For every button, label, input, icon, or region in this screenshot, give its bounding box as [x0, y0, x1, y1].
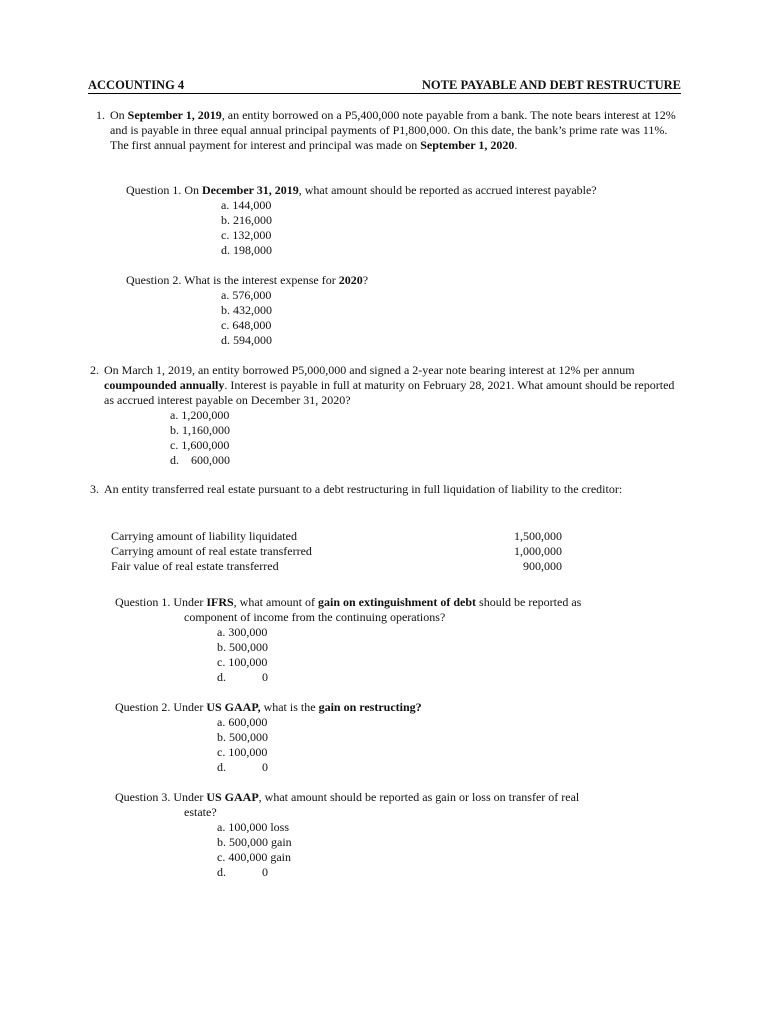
choice-c: c. 648,000 [221, 318, 272, 332]
problem-3-question-2: Question 2. Under US GAAP, what is the gain on restructing? [115, 700, 422, 714]
problem-3-question-3-continued: estate? [184, 805, 217, 819]
page-header [88, 78, 681, 94]
choice-d: d. 0 [217, 865, 268, 879]
choice-a: a. 144,000 [221, 198, 272, 212]
course-title: ACCOUNTING 4 [88, 78, 185, 92]
problem-1-question-2: Question 2. What is the interest expense for 2020? [126, 273, 369, 287]
choice-b: b. 500,000 gain [217, 835, 292, 849]
choice-a: a. 300,000 [217, 625, 268, 639]
problem-3-question-1-continued: component of income from the continuing operations? [184, 610, 446, 624]
choice-b: b. 432,000 [221, 303, 272, 317]
choice-a: a. 600,000 [217, 715, 268, 729]
table-row-value: 900,000 [523, 559, 562, 573]
table-row-label: Carrying amount of real estate transferred [111, 544, 312, 558]
choice-b: b. 500,000 [217, 730, 268, 744]
choice-c: c. 400,000 gain [217, 850, 291, 864]
choice-c: c. 100,000 [217, 745, 268, 759]
choice-d: d. 0 [217, 670, 268, 684]
choice-c: c. 1,600,000 [170, 438, 230, 452]
choice-b: b. 500,000 [217, 640, 268, 654]
choice-c: c. 100,000 [217, 655, 268, 669]
document-title: NOTE PAYABLE AND DEBT RESTRUCTURE [421, 78, 681, 92]
table-row-value: 1,000,000 [514, 544, 562, 558]
choice-a: a. 100,000 loss [217, 820, 289, 834]
choice-a: a. 576,000 [221, 288, 272, 302]
problem-3-text: An entity transferred real estate pursuant to a debt restructuring in full liquidation of liability to the creditor: [104, 482, 623, 496]
choice-c: c. 132,000 [221, 228, 272, 242]
choice-b: b. 216,000 [221, 213, 272, 227]
choice-d: d. 600,000 [170, 453, 230, 467]
problem-3-question-1: Question 1. Under IFRS, what amount of gain on extinguishment of debt should be reported as [115, 595, 582, 609]
choice-a: a. 1,200,000 [170, 408, 230, 422]
choice-d: d. 0 [217, 760, 268, 774]
problem-2-number: 2. [90, 363, 99, 377]
problem-1-number: 1. [96, 108, 105, 122]
choice-d: d. 594,000 [221, 333, 272, 347]
table-row-value: 1,500,000 [514, 529, 562, 543]
problem-3-number: 3. [90, 482, 99, 496]
problem-2-text: On March 1, 2019, an entity borrowed P5,000,000 and signed a 2-year note bearing interest at 12% per annum coumpounded annually. Interest is payable in full at maturity on February 28, 2021. What amount should be reported as accrued interest payable on December 31, 2020? [104, 363, 675, 407]
problem-1-question-1: Question 1. On December 31, 2019, what amount should be reported as accrued interest payable? [126, 183, 597, 197]
table-row-label: Carrying amount of liability liquidated [111, 529, 297, 543]
problem-1-text: On September 1, 2019, an entity borrowed on a P5,400,000 note payable from a bank. The note bears interest at 12% and is payable in three equal annual principal payments of P1,800,000. On this date, the bank’s prime rate was 11%. The first annual payment for interest and principal was made on September 1, 2020. [110, 108, 676, 152]
table-row-label: Fair value of real estate transferred [111, 559, 279, 573]
choice-b: b. 1,160,000 [170, 423, 230, 437]
problem-3-question-3: Question 3. Under US GAAP, what amount should be reported as gain or loss on transfer of real [115, 790, 580, 804]
choice-d: d. 198,000 [221, 243, 272, 257]
